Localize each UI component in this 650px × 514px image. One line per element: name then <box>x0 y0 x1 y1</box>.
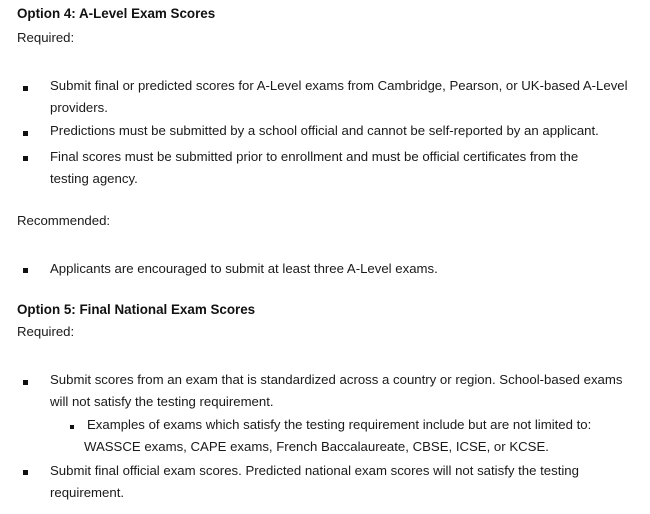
option5-title: Option 5: Final National Exam Scores <box>17 302 256 317</box>
bullet-icon <box>23 470 28 475</box>
list-item: Predictions must be submitted by a school official and cannot be self-reported by an applicant. <box>50 123 599 138</box>
sub-list-item: Examples of exams which satisfy the testing requirement include but are not limited to: WASSCE exams, CAPE exams, French Baccalaureate, CBSE, ICSE, or KCSE. <box>84 417 592 454</box>
bullet-icon <box>23 86 28 91</box>
option4-title: Option 4: A-Level Exam Scores <box>17 6 216 21</box>
list-item: Applicants are encouraged to submit at least three A-Level exams. <box>50 261 438 276</box>
list-item: Submit final or predicted scores for A-Level exams from Cambridge, Pearson, or UK-based A-Level providers. <box>50 78 628 115</box>
list-item: Submit final official exam scores. Predicted national exam scores will not satisfy the testing requirement. <box>50 463 579 500</box>
option4-recommended-label: Recommended: <box>17 213 111 228</box>
list-item: Submit scores from an exam that is standardized across a country or region. School-based exams will not satisfy the testing requirement. <box>50 372 623 409</box>
bullet-icon <box>23 268 28 273</box>
bullet-icon <box>23 380 28 385</box>
list-item: Final scores must be submitted prior to enrollment and must be official certificates from the testing agency. <box>50 149 579 186</box>
option4-required-label: Required: <box>17 30 75 45</box>
option5-required-label: Required: <box>17 324 75 339</box>
sub-bullet-icon <box>70 425 74 429</box>
bullet-icon <box>23 156 28 161</box>
bullet-icon <box>23 131 28 136</box>
